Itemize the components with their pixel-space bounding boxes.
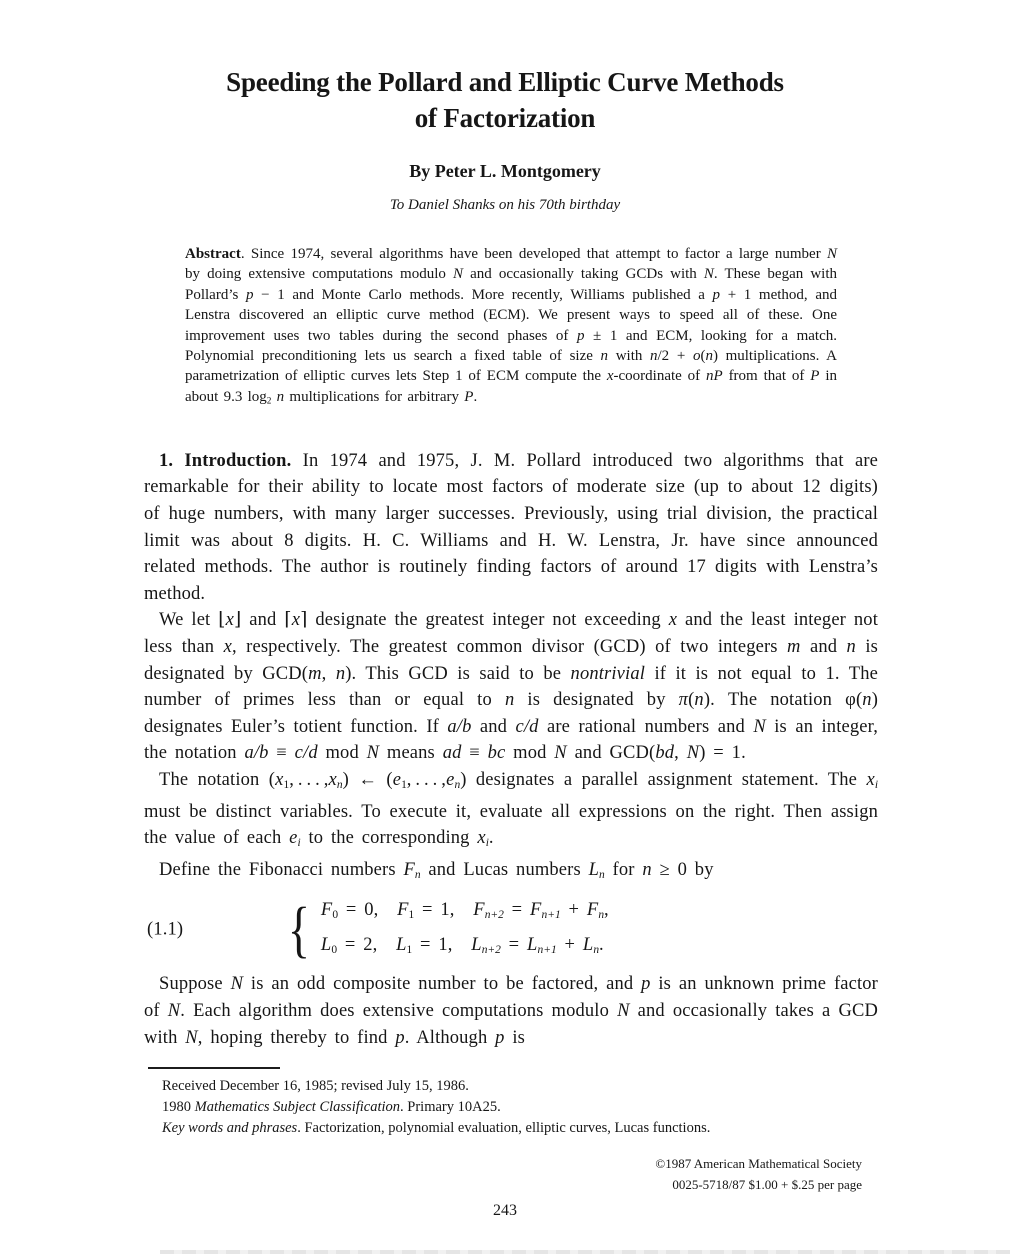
equation-line-fibonacci: F0 = 0, F1 = 1, Fn+2 = Fn+1 + Fn, <box>320 899 609 922</box>
page-number: 243 <box>493 1202 517 1220</box>
equation-lines <box>321 895 609 965</box>
paragraph-define-fibonacci-lucas: Define the Fibonacci numbers Fn and Lucas numbers Ln for n ≥ 0 by <box>159 860 714 882</box>
abstract-paragraph: Abstract. Since 1974, several algorithms have been developed that attempt to factor a large number N by doing extensive computations modulo N and occasionally taking GCDs with N. These began with Pollard’s p − 1 and Monte Carlo methods. More recently, Williams published a p + 1 method, and Lenstra discovered an elliptic curve method (ECM). We present ways to speed all of these. One improvement uses two tables during the second phases of p ± 1 and ECM, looking for a match. Polynomial preconditioning lets us search a fixed table of size n with n/2 + o(n) multiplications. A parametrization of elliptic curves lets Step 1 of ECM compute the x-coordinate of nP from that of P in about 9.3 log2 n multiplications for arbitrary P. <box>185 246 838 407</box>
footnote-subject-classification: 1980 Mathematics Subject Classification. Primary 10A25. <box>162 1099 501 1116</box>
paragraph-floor-ceiling-gcd-notation: We let ⌊x⌋ and ⌈x⌉ designate the greatest integer not exceeding x and the least integer not less than x, respectively. The greatest common divisor (GCD) of two integers m and n is designated by GCD(m, n). This GCD is said to be nontrivial if it is not equal to 1. The number of primes less than or equal to n is designated by π(n). The notation φ(n) designates Euler’s totient function. If a/b and c/d are rational numbers and N is an integer, the notation a/b ≡ c/d mod N means ad ≡ bc mod N and GCD(bd, N) = 1. <box>144 610 879 764</box>
author-byline: By Peter L. Montgomery <box>409 161 601 181</box>
footnote-key-words: Key words and phrases. Factorization, polynomial evaluation, elliptic curves, Lucas functions. <box>162 1120 711 1137</box>
issn-price-line: 0025-5718/87 $1.00 + $.25 per page <box>672 1177 862 1193</box>
paper-title-line1: Speeding the Pollard and Elliptic Curve Methods <box>226 67 784 97</box>
article-body <box>144 448 878 1051</box>
paragraph-introduction: 1. Introduction. In 1974 and 1975, J. M. Pollard introduced two algorithms that are remarkable for their ability to locate most factors of moderate size (up to about 12 digits) of huge numbers, with many larger successes. Previously, using trial division, the practical limit was about 8 digits. H. C. Williams and H. W. Lenstra, Jr. have since announced related methods. The author is routinely finding factors of around 17 digits with Lenstra’s method. <box>144 450 878 604</box>
dedication-line: To Daniel Shanks on his 70th birthday <box>389 197 621 213</box>
footnote-block <box>144 1067 878 1139</box>
copyright-line: ©1987 American Mathematical Society <box>655 1156 862 1172</box>
equation-number-label: (1.1) <box>147 919 184 940</box>
copyright-block <box>144 1153 878 1195</box>
footnote-separator-rule <box>148 1067 280 1069</box>
paper-title-line2: of Factorization <box>414 103 596 133</box>
equation-line-lucas: L0 = 2, L1 = 1, Ln+2 = Ln+1 + Ln. <box>320 935 604 957</box>
footnote-received-date: Received December 16, 1985; revised July 15, 1986. <box>162 1078 469 1095</box>
paragraph-parallel-assignment: The notation (x1, . . . ,xn) ← (e1, . . . ,en) designates a parallel assignment statement. The xi must be distinct variables. To execute it, evaluate all expressions on the right. Then assign the value of each ei to the corresponding xi. <box>144 769 878 850</box>
paragraph-suppose-n-composite: Suppose N is an odd composite number to be factored, and p is an unknown prime factor of N. Each algorithm does extensive computations modulo N and occasionally takes a GCD with N, hoping thereby to find p. Although p is <box>144 974 878 1048</box>
equation-1-1 <box>144 895 878 965</box>
left-curly-brace-glyph: { <box>287 896 311 965</box>
scan-artifact-bar <box>160 1250 1010 1254</box>
paper-title <box>0 64 1010 136</box>
